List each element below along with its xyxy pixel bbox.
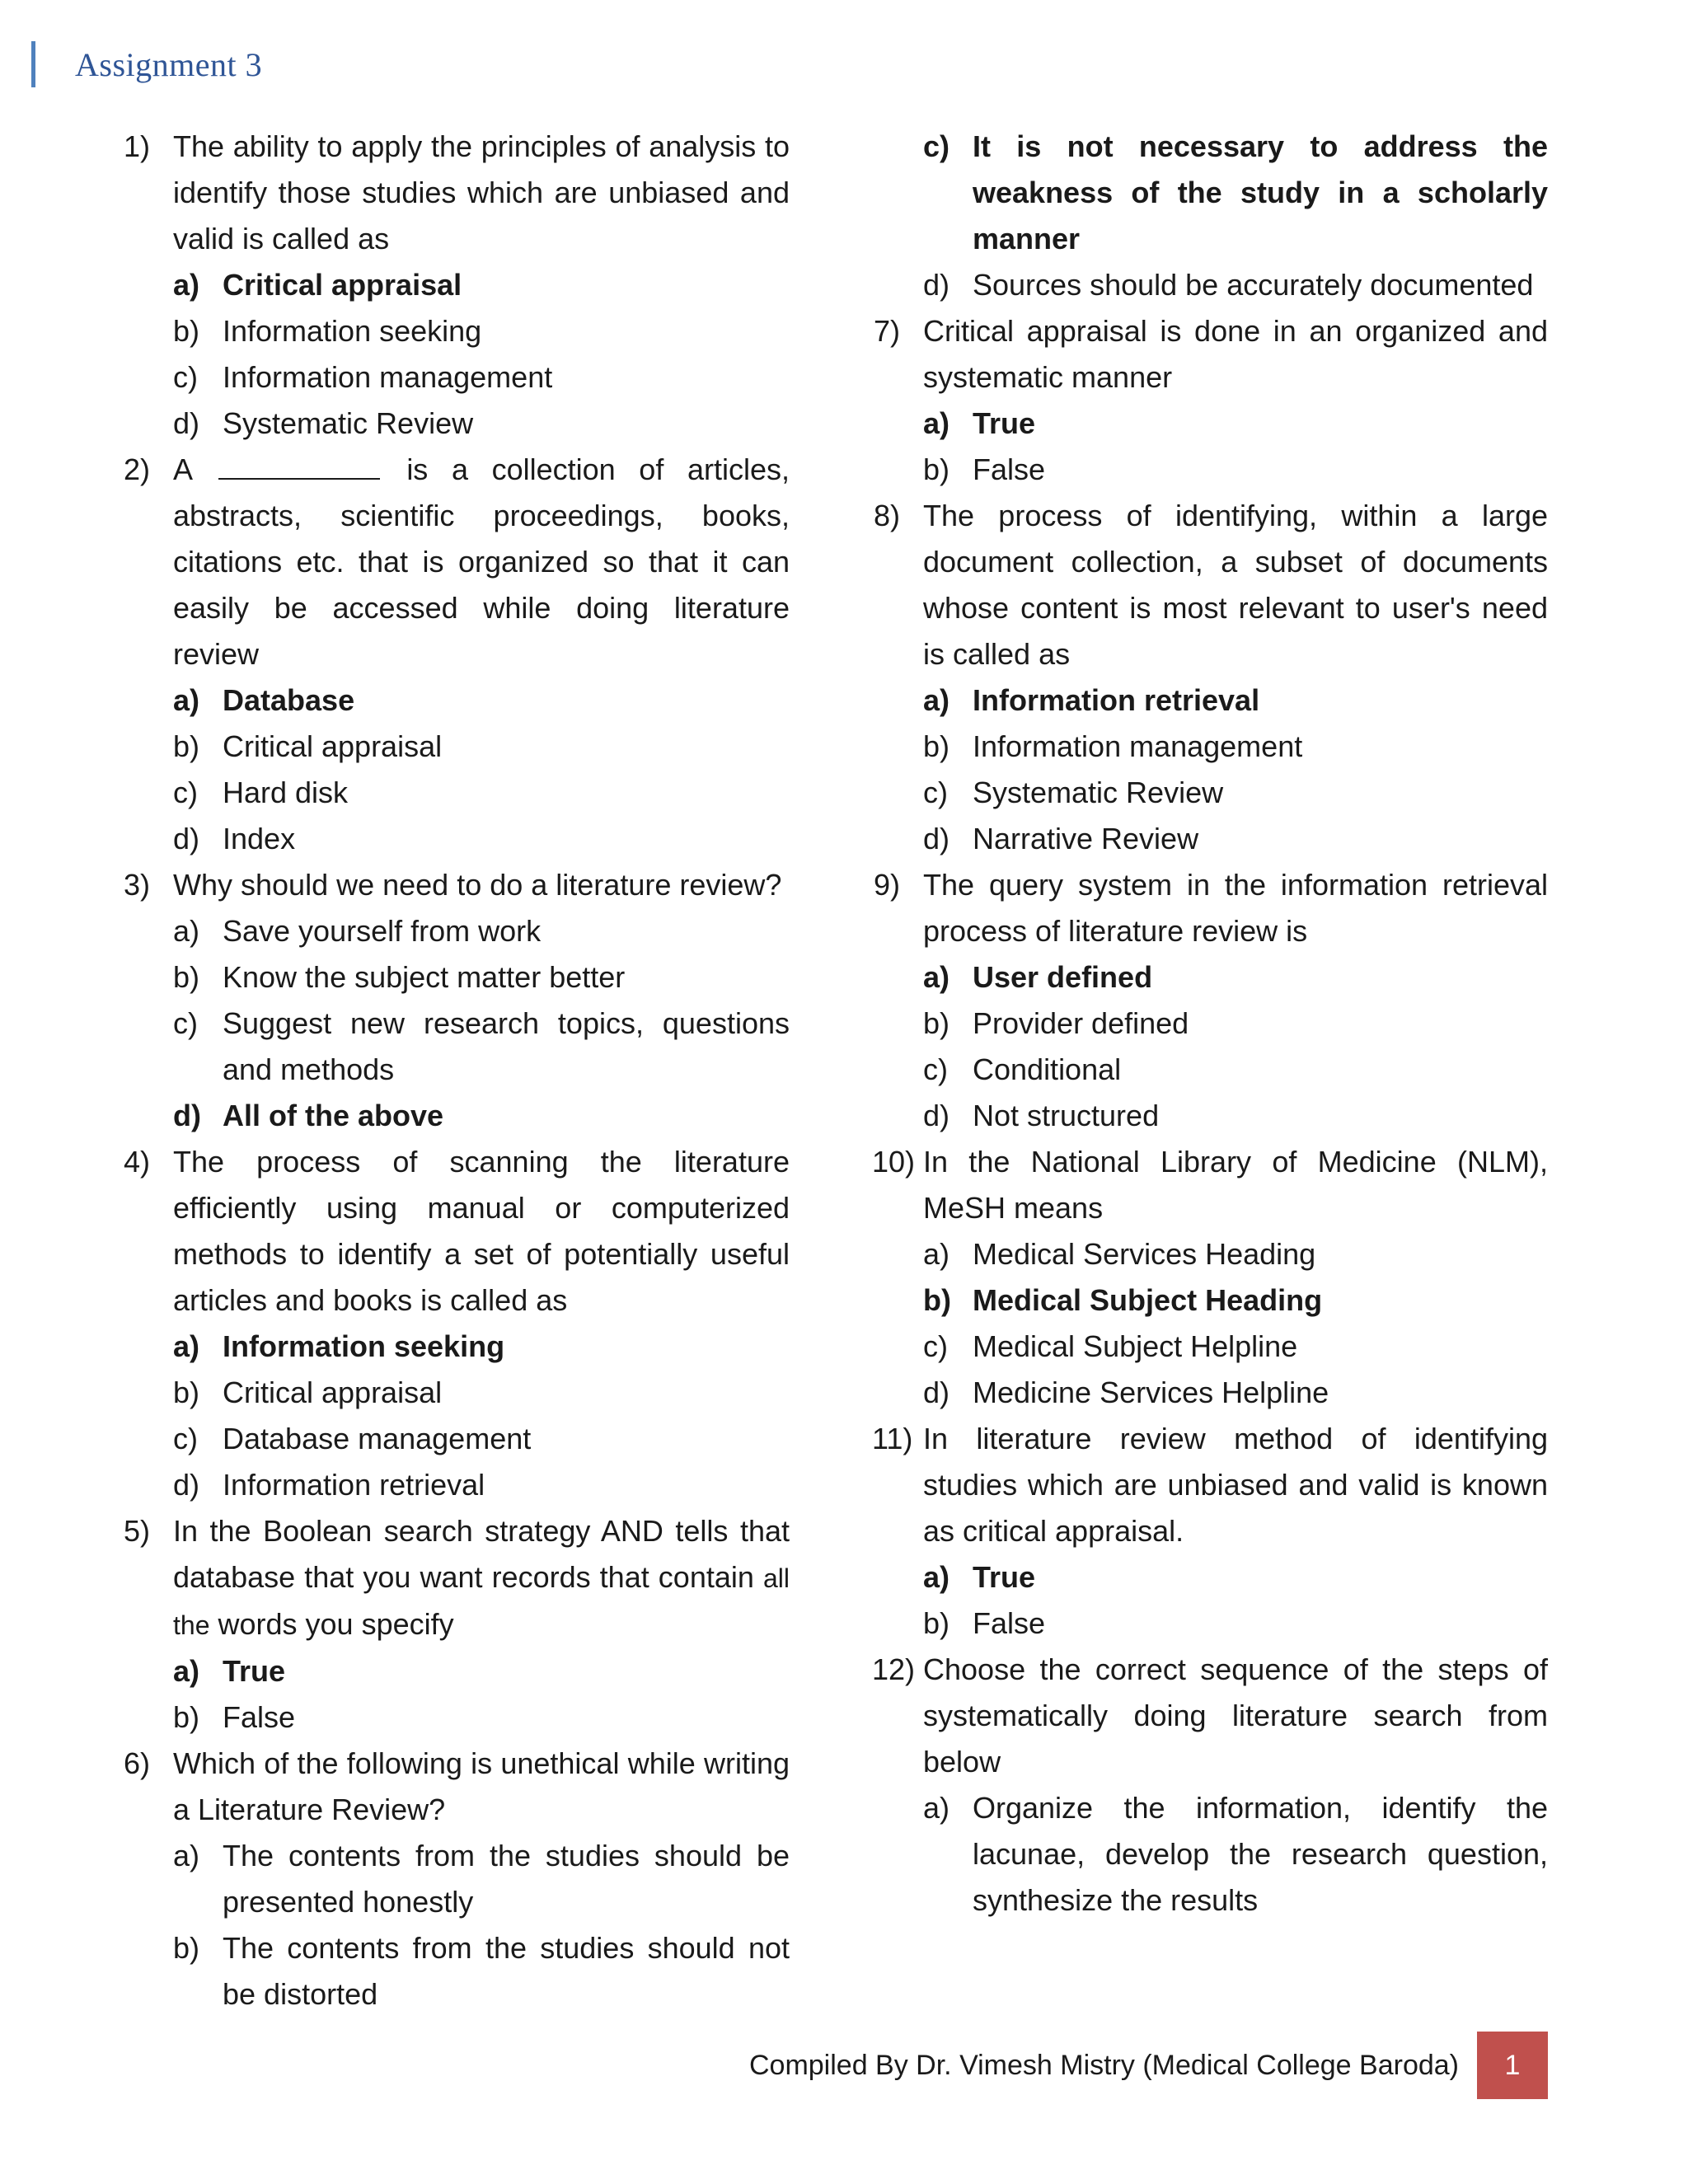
option-text: Database management <box>223 1422 532 1455</box>
option-text: Medical Subject Heading <box>973 1283 1323 1317</box>
option <box>124 1694 790 1741</box>
question-number: 11) <box>872 1422 913 1455</box>
option <box>124 1833 790 1925</box>
question-text: The ability to apply the principles of analysis to identify those studies which are unbiased and valid is called as <box>173 129 790 255</box>
option-text: Know the subject matter better <box>223 960 626 994</box>
question-3 <box>124 862 790 908</box>
question-text: In the Boolean search strategy AND tells that database that you want records that contain <box>173 1514 790 1594</box>
option-text: Provider defined <box>973 1006 1189 1040</box>
option-text: The contents from the studies should be presented honestly <box>223 1839 790 1919</box>
option-letter: a) <box>173 1654 200 1688</box>
option-correct <box>874 1277 1548 1324</box>
option-correct <box>874 954 1548 1001</box>
question-text: In literature review method of identifying studies which are unbiased and valid is known as critical appraisal. <box>923 1422 1548 1548</box>
question-12 <box>874 1647 1548 1785</box>
question-text: Critical appraisal is done in an organized and systematic manner <box>923 314 1548 394</box>
option-letter: d) <box>173 406 200 440</box>
option-text: All of the above <box>223 1099 444 1132</box>
option-correct <box>874 124 1548 262</box>
option-text: Index <box>223 822 296 855</box>
right-column <box>874 124 1548 1924</box>
question-10 <box>874 1139 1548 1231</box>
footer-credit: Compiled By Dr. Vimesh Mistry (Medical College Baroda) <box>748 2049 1459 2081</box>
option-letter: a) <box>923 1560 950 1594</box>
option <box>874 770 1548 816</box>
option-text: Information retrieval <box>223 1468 485 1502</box>
option <box>124 354 790 401</box>
option-letter: b) <box>173 729 200 763</box>
option-text: Organize the information, identify the lacunae, develop the research question, synthesize the results <box>973 1791 1548 1917</box>
option-text: Systematic Review <box>973 776 1224 809</box>
option <box>874 1785 1548 1924</box>
question-text: The query system in the information retrieval process of literature review is <box>923 868 1548 948</box>
option-letter: c) <box>923 129 950 163</box>
question-text: Why should we need to do a literature review? <box>173 868 782 902</box>
left-column <box>124 124 790 2018</box>
option-letter: d) <box>923 822 950 855</box>
option <box>874 447 1548 493</box>
option-text: Medical Services Heading <box>973 1237 1316 1271</box>
option-correct <box>124 262 790 308</box>
option <box>874 262 1548 308</box>
option-letter: a) <box>923 683 950 717</box>
option <box>874 1047 1548 1093</box>
option-text: True <box>973 1560 1036 1594</box>
option-text: Database <box>223 683 355 717</box>
question-text-small: all the <box>173 1563 790 1640</box>
option-correct <box>124 1324 790 1370</box>
option <box>874 816 1548 862</box>
question-2 <box>124 447 790 677</box>
question-number: 1) <box>124 129 151 163</box>
question-number: 10) <box>872 1145 916 1179</box>
option-letter: a) <box>923 1237 950 1271</box>
option-correct <box>124 1093 790 1139</box>
option-text: False <box>973 452 1046 486</box>
option-text: Narrative Review <box>973 822 1199 855</box>
page-footer <box>749 2032 1548 2099</box>
option <box>874 1324 1548 1370</box>
option-letter: c) <box>173 1006 198 1040</box>
option-text: Information management <box>973 729 1303 763</box>
option <box>874 1231 1548 1277</box>
option-text: Hard disk <box>223 776 349 809</box>
option-letter: a) <box>173 683 200 717</box>
option-correct <box>124 677 790 724</box>
option <box>124 724 790 770</box>
option <box>124 1925 790 2018</box>
option-text: Systematic Review <box>223 406 474 440</box>
question-text-start: A <box>173 452 192 486</box>
question-text: The process of identifying, within a large document collection, a subset of documents whose content is most relevant to user's need is called as <box>923 499 1548 671</box>
option-correct <box>124 1648 790 1694</box>
page-number: 1 <box>1477 2032 1548 2099</box>
option <box>874 1093 1548 1139</box>
option-letter: b) <box>173 314 200 348</box>
question-number: 12) <box>872 1652 916 1686</box>
question-number: 7) <box>874 314 901 348</box>
option <box>124 1001 790 1093</box>
option <box>124 1462 790 1508</box>
option <box>124 770 790 816</box>
page-header <box>31 41 262 87</box>
question-number: 4) <box>124 1145 151 1179</box>
option-letter: c) <box>923 1329 948 1363</box>
option-letter: b) <box>173 1931 200 1965</box>
option-text: Critical appraisal <box>223 1376 443 1409</box>
option-letter: d) <box>173 1468 200 1502</box>
option-text: True <box>973 406 1036 440</box>
option <box>124 1416 790 1462</box>
option-text: Information management <box>223 360 553 394</box>
option-letter: a) <box>173 1839 200 1872</box>
option-letter: d) <box>173 1099 201 1132</box>
option-correct <box>874 401 1548 447</box>
page-title: Assignment 3 <box>75 45 263 83</box>
question-number: 5) <box>124 1514 151 1548</box>
option-text: Information seeking <box>223 1329 505 1363</box>
option <box>124 308 790 354</box>
option <box>124 908 790 954</box>
option-letter: a) <box>173 268 200 302</box>
option-letter: b) <box>923 1283 951 1317</box>
option <box>124 1370 790 1416</box>
option-text: Conditional <box>973 1052 1122 1086</box>
option <box>124 816 790 862</box>
option-text: The contents from the studies should not be distorted <box>223 1931 790 2011</box>
option-correct <box>874 677 1548 724</box>
question-text-end: words you specify <box>218 1607 454 1641</box>
question-text: Choose the correct sequence of the steps of systematically doing literature search from below <box>923 1652 1548 1779</box>
question-11 <box>874 1416 1548 1554</box>
option-text: False <box>223 1700 296 1734</box>
option <box>874 1601 1548 1647</box>
question-9 <box>874 862 1548 954</box>
option-text: Not structured <box>973 1099 1160 1132</box>
question-number: 8) <box>874 499 901 532</box>
option-text: Medical Subject Helpline <box>973 1329 1298 1363</box>
option-letter: b) <box>173 1700 200 1734</box>
option-text: Information retrieval <box>973 683 1260 717</box>
question-text: Which of the following is unethical while writing a Literature Review? <box>173 1746 790 1826</box>
option-letter: b) <box>923 1606 950 1640</box>
question-8 <box>874 493 1548 677</box>
option-text: Save yourself from work <box>223 914 542 948</box>
option-text: Critical appraisal <box>223 729 443 763</box>
option-letter: d) <box>923 1376 950 1409</box>
option-letter: b) <box>173 960 200 994</box>
option-letter: a) <box>173 914 200 948</box>
option-letter: c) <box>173 1422 198 1455</box>
option-text: Critical appraisal <box>223 268 462 302</box>
question-6 <box>124 1741 790 1833</box>
question-number: 6) <box>124 1746 151 1780</box>
option-letter: d) <box>173 822 200 855</box>
question-4 <box>124 1139 790 1324</box>
question-1 <box>124 124 790 262</box>
option-letter: d) <box>923 268 950 302</box>
option-letter: b) <box>923 452 950 486</box>
question-7 <box>874 308 1548 401</box>
option-text: Sources should be accurately documented <box>973 268 1534 302</box>
question-text: In the National Library of Medicine (NLM), MeSH means <box>923 1145 1548 1225</box>
option-letter: c) <box>923 1052 948 1086</box>
option-text: It is not necessary to address the weakness of the study in a scholarly manner <box>973 129 1548 255</box>
option <box>124 954 790 1001</box>
option <box>874 724 1548 770</box>
option-letter: a) <box>923 406 950 440</box>
option-letter: c) <box>173 360 198 394</box>
option-letter: b) <box>173 1376 200 1409</box>
option-letter: a) <box>923 1791 950 1825</box>
option-text: Information seeking <box>223 314 482 348</box>
question-number: 9) <box>874 868 901 902</box>
option-letter: c) <box>173 776 198 809</box>
option-text: Medicine Services Helpline <box>973 1376 1329 1409</box>
option-letter: a) <box>173 1329 200 1363</box>
question-number: 2) <box>124 452 151 486</box>
question-text: The process of scanning the literature efficiently using manual or computerized methods to identify a set of potentially useful articles and books is called as <box>173 1145 790 1317</box>
option-letter: d) <box>923 1099 950 1132</box>
question-text: is a collection of articles, abstracts, scientific proceedings, books, citations etc. that is organized so that it can easily be accessed while doing literature review <box>173 452 790 671</box>
option-letter: b) <box>923 729 950 763</box>
option <box>874 1370 1548 1416</box>
option-correct <box>874 1554 1548 1601</box>
question-number: 3) <box>124 868 151 902</box>
option-text: Suggest new research topics, questions and methods <box>223 1006 790 1086</box>
option-text: True <box>223 1654 286 1688</box>
option-letter: c) <box>923 776 948 809</box>
question-5 <box>124 1508 790 1648</box>
option-text: User defined <box>973 960 1153 994</box>
fill-in-blank <box>218 452 380 480</box>
option <box>874 1001 1548 1047</box>
option-text: False <box>973 1606 1046 1640</box>
option <box>124 401 790 447</box>
option-letter: a) <box>923 960 950 994</box>
option-letter: b) <box>923 1006 950 1040</box>
